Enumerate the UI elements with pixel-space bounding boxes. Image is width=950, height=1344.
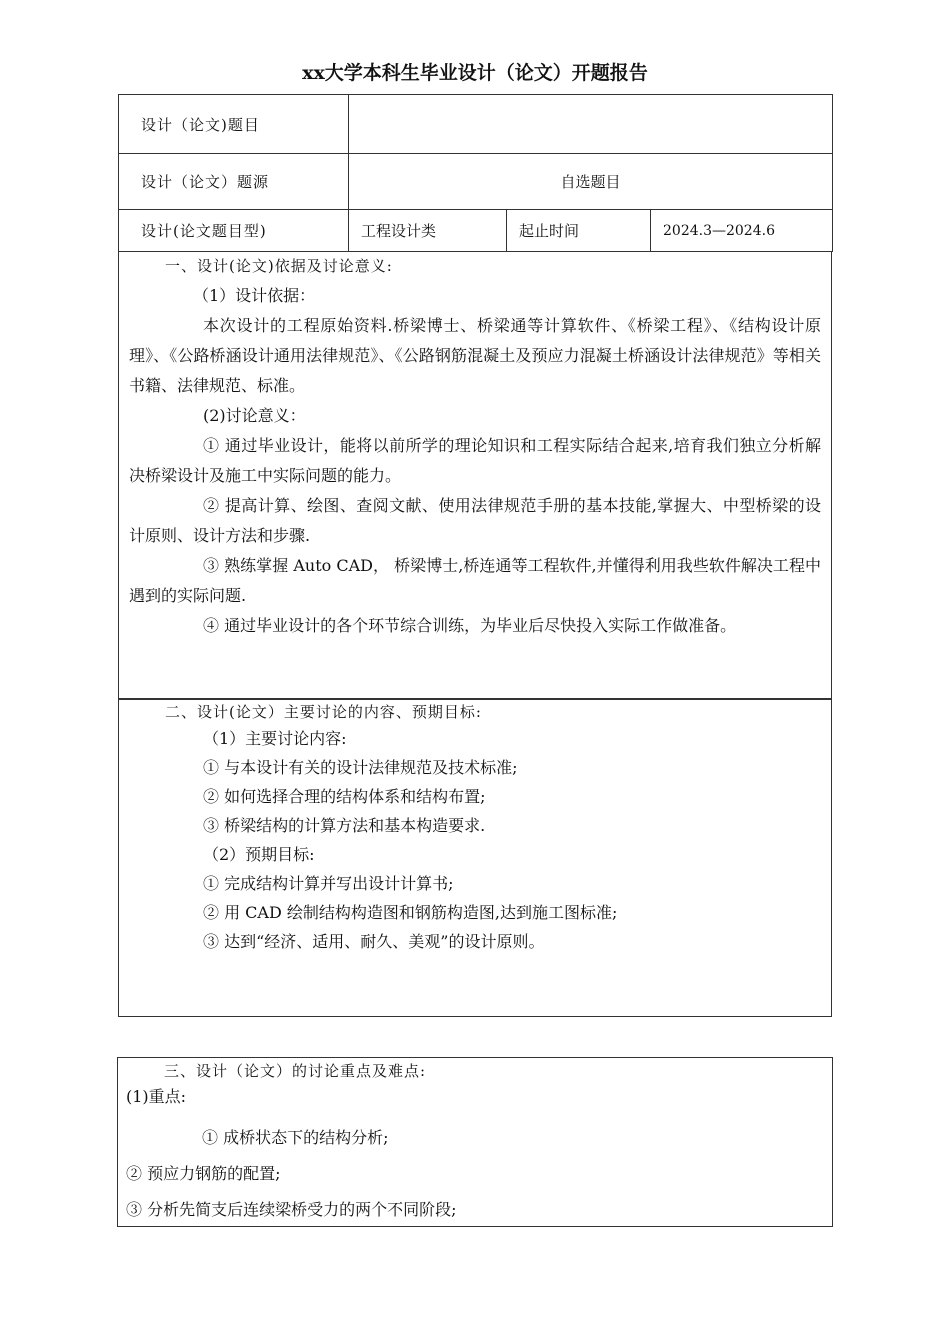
page-title: xx大学本科生毕业设计（论文）开题报告 bbox=[302, 62, 648, 84]
basis-text: 本次设计的工程原始资料.桥梁博士、桥梁通等计算软件、《桥梁工程》、《结构设计原理》、《公路桥涵设计通用法律规范》、《公路钢筋混凝土及预应力混凝土桥涵设计法律规范》等相关书籍、法律规范、标准。 bbox=[129, 316, 821, 395]
content-item: ① 与本设计有关的设计法律规范及技术标准; bbox=[203, 758, 518, 777]
type-value: 工程设计类 bbox=[349, 210, 507, 252]
key-item: ① 成桥状态下的结构分析; bbox=[202, 1128, 389, 1147]
content-item: ② 如何选择合理的结构体系和结构布置; bbox=[203, 787, 486, 806]
content-item: ③ 桥梁结构的计算方法和基本构造要求. bbox=[203, 816, 486, 835]
goal-item: ③ 达到“经济、适用、耐久、美观”的设计原则。 bbox=[203, 932, 545, 951]
topic-label: 设计（论文)题目 bbox=[119, 95, 349, 154]
section2-heading: 二、设计(论文）主要讨论的内容、预期目标: bbox=[165, 703, 482, 721]
basis-label: （1）设计依据： bbox=[193, 286, 316, 305]
significance-item: ① 通过毕业设计，能将以前所学的理论知识和工程实际结合起来,培育我们独立分析解决桥梁设计及施工中实际问题的能力。 bbox=[129, 436, 821, 485]
significance-item: ② 提高计算、绘图、查阅文献、使用法律规范手册的基本技能,掌握大、中型桥梁的设计原则、设计方法和步骤. bbox=[129, 496, 821, 545]
section1-heading: 一、设计(论文)依据及讨论意义: bbox=[165, 257, 393, 275]
section-basis-significance bbox=[118, 251, 832, 699]
goal-label: （2）预期目标: bbox=[203, 845, 315, 864]
key-item: ③ 分析先简支后连续梁桥受力的两个不同阶段; bbox=[126, 1200, 457, 1219]
content-label: （1）主要讨论内容: bbox=[203, 729, 347, 748]
source-label: 设计（论文）题源 bbox=[119, 154, 349, 210]
key-label: (1)重点: bbox=[126, 1087, 187, 1106]
section-content-goals bbox=[118, 699, 832, 1017]
goal-item: ② 用 CAD 绘制结构构造图和钢筋构造图,达到施工图标准; bbox=[203, 903, 618, 922]
section3-heading: 三、设计（论文）的讨论重点及难点: bbox=[164, 1062, 427, 1080]
significance-label: (2)讨论意义： bbox=[203, 406, 306, 425]
significance-item: ③ 熟练掌握 Auto CAD， 桥梁博士,桥连通等工程软件,并懂得利用我些软件解决工程中遇到的实际问题. bbox=[129, 556, 821, 605]
period-label: 起止时间 bbox=[507, 210, 651, 252]
source-value: 自选题目 bbox=[349, 154, 833, 210]
topic-value bbox=[349, 95, 833, 154]
significance-item: ④ 通过毕业设计的各个环节综合训练，为毕业后尽快投入实际工作做准备。 bbox=[203, 616, 737, 635]
key-item: ② 预应力钢筋的配置; bbox=[126, 1164, 281, 1183]
period-value: 2024.3—2024.6 bbox=[651, 210, 833, 252]
section-key-difficulties bbox=[117, 1057, 833, 1227]
type-label: 设计(论文题目型) bbox=[119, 210, 349, 252]
info-table bbox=[118, 94, 833, 252]
goal-item: ① 完成结构计算并写出设计计算书; bbox=[203, 874, 454, 893]
